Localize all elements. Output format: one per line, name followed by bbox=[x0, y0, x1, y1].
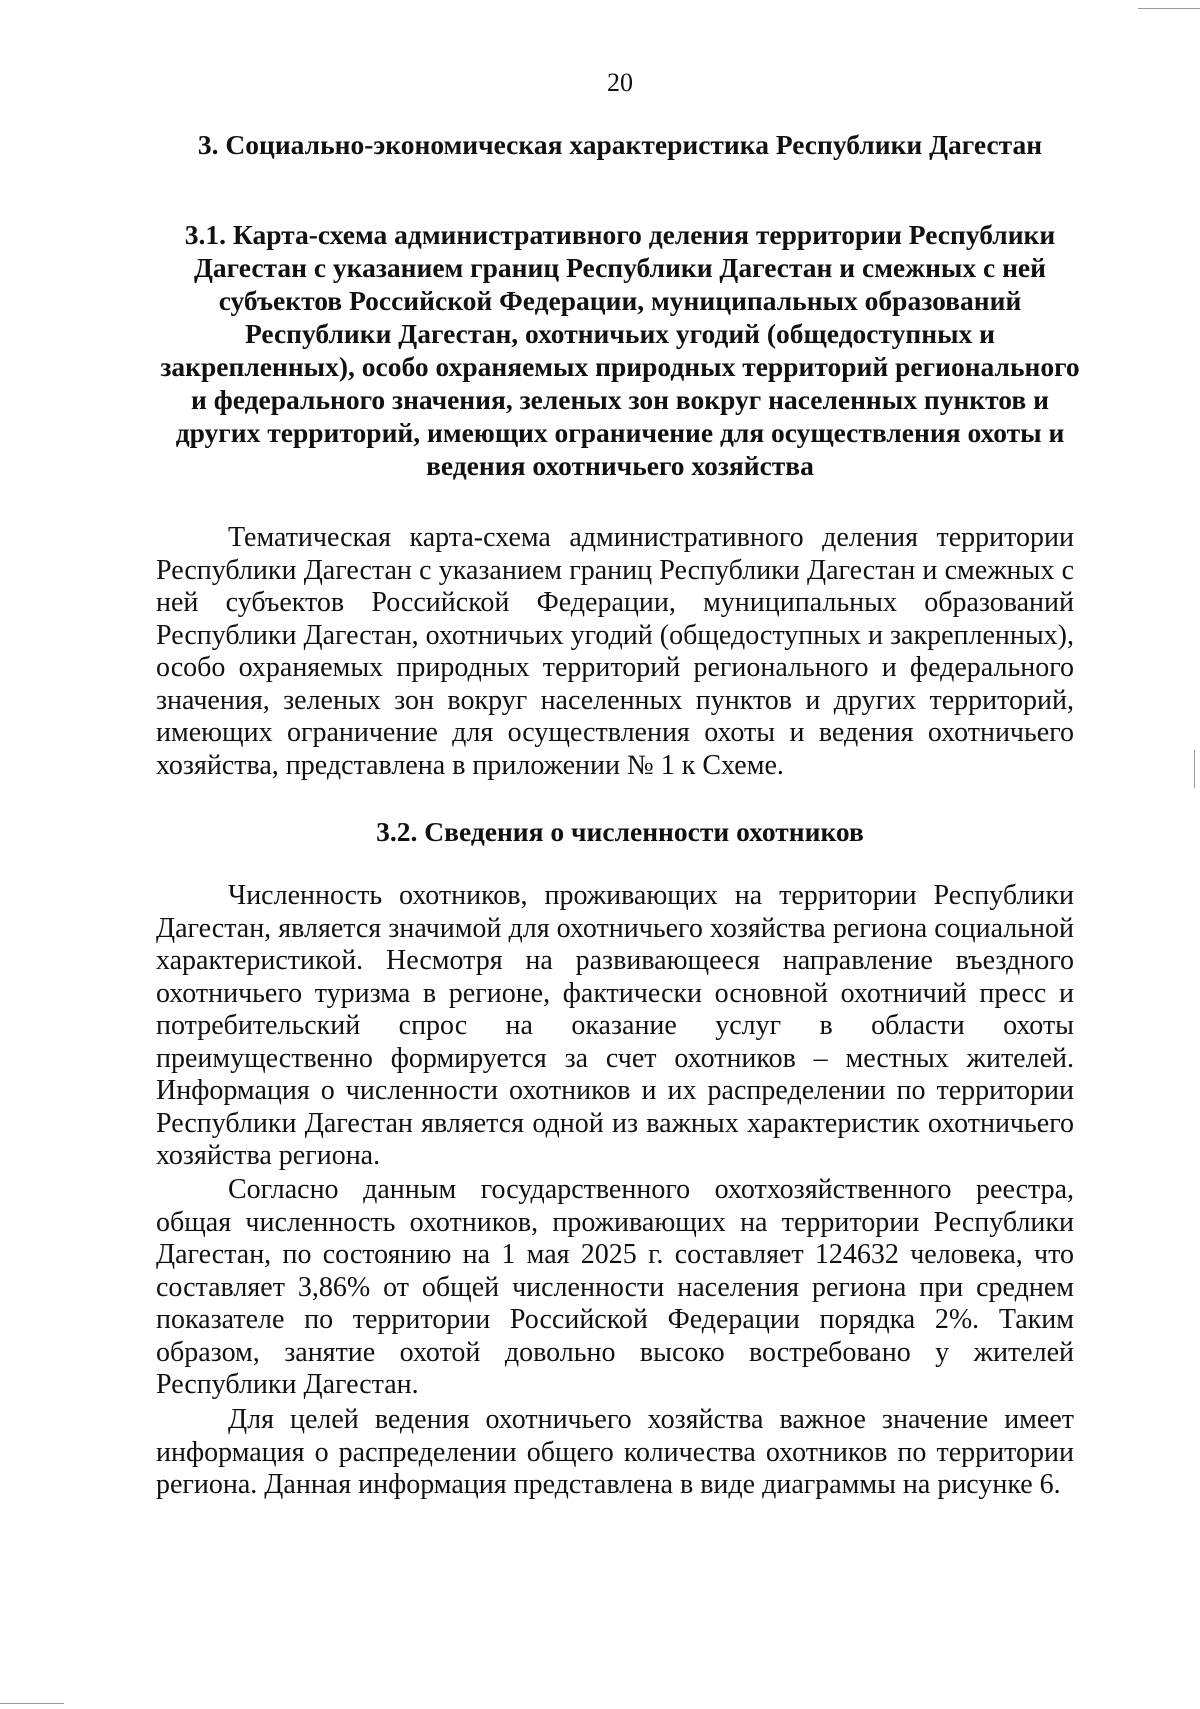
page-number: 20 bbox=[607, 68, 633, 97]
subsection-title-map-scheme: 3.1. Карта-схема административного деления территории Республики Дагестан с указанием границ Республики Дагестан и смежных с ней субъектов Российской Федерации, муниципальных образований Республики Дагестан, охотничьих угодий (общедоступных и закрепленных), особо охраняемых природных территорий регионального и федерального значения, зеленых зон вокруг населенных пунктов и других территорий, имеющих ограничение для осуществления охоты и ведения охотничьего хозяйства bbox=[160, 219, 1080, 481]
paragraph-hunters-significance: Численность охотников, проживающих на территории Республики Дагестан, является значимой для охотничьего хозяйства региона социальной характеристикой. Несмотря на развивающееся направление въездного охотничьего туризма в регионе, фактически основной охотничий пресс и потребительский спрос на оказание услуг в области охоты преимущественно формируется за счет охотников – местных жителей. Информация о численности охотников и их распределении по территории Республики Дагестан является одной из важных характеристик охотничьего хозяйства региона. bbox=[156, 880, 1074, 1171]
scan-artifact-bottom-left-line bbox=[0, 1703, 64, 1704]
paragraph-map-scheme: Тематическая карта-схема административного деления территории Республики Дагестан с указанием границ Республики Дагестан и смежных с ней субъектов Российской Федерации, муниципальных образований Республики Дагестан, охотничьих угодий (общедоступных и закрепленных), особо охраняемых природных территорий регионального и федерального значения, зеленых зон вокруг населенных пунктов и других территорий, имеющих ограничение для осуществления охоты и ведения охотничьего хозяйства, представлена в приложении № 1 к Схеме. bbox=[156, 522, 1074, 781]
scan-artifact-top-right-line bbox=[1138, 8, 1200, 9]
paragraph-hunters-registry: Согласно данным государственного охотхозяйственного реестра, общая численность охотников, проживающих на территории Республики Дагестан, по состоянию на 1 мая 2025 г. составляет 124632 человека, что составляет 3,86% от общей численности населения региона при среднем показателе по территории Российской Федерации порядка 2%. Таким образом, занятие охотой довольно высоко востребовано у жителей Республики Дагестан. bbox=[156, 1174, 1074, 1400]
subsection-title-hunters-count: 3.2. Сведения о численности охотников bbox=[376, 816, 864, 847]
paragraph-hunters-distribution: Для целей ведения охотничьего хозяйства важное значение имеет информация о распределении общего количества охотников по территории региона. Данная информация представлена в виде диаграммы на рисунке 6. bbox=[156, 1404, 1074, 1500]
section-title: 3. Социально-экономическая характеристика Республики Дагестан bbox=[197, 129, 1043, 160]
scan-artifact-right-edge-tick bbox=[1194, 750, 1195, 788]
